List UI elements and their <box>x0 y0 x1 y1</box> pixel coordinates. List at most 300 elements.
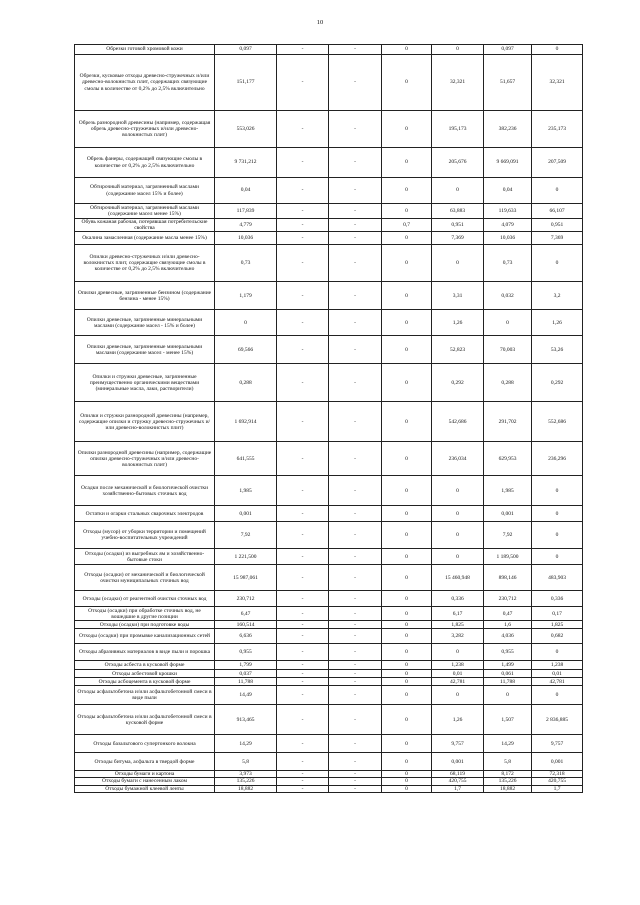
value-cell-1: 0,04 <box>215 178 277 204</box>
table-row <box>75 219 583 232</box>
value-cell-2: - <box>277 644 329 661</box>
waste-name-cell: Отходы абразивных материалов в виде пыли и порошка <box>75 644 215 661</box>
value-cell-6: 0,032 <box>484 282 532 310</box>
value-cell-6: 1,499 <box>484 661 532 670</box>
value-cell-1: 1 692,914 <box>215 402 277 442</box>
value-cell-6: 5,8 <box>484 753 532 771</box>
value-cell-1: 117,839 <box>215 204 277 219</box>
value-cell-3: - <box>329 178 382 204</box>
value-cell-5: 0 <box>432 522 484 549</box>
table-row <box>75 245 583 282</box>
value-cell-2: - <box>277 219 329 232</box>
value-cell-2: - <box>277 629 329 644</box>
table-row <box>75 148 583 178</box>
value-cell-4: 0 <box>382 678 432 686</box>
value-cell-1: 1 221,500 <box>215 549 277 565</box>
value-cell-7: 1,7 <box>532 785 583 792</box>
value-cell-3: - <box>329 670 382 678</box>
value-cell-4: 0 <box>382 442 432 476</box>
table-row <box>75 778 583 785</box>
value-cell-5: 236,034 <box>432 442 484 476</box>
value-cell-1: 641,555 <box>215 442 277 476</box>
value-cell-7: 0 <box>532 178 583 204</box>
value-cell-1: 4,779 <box>215 219 277 232</box>
value-cell-2: - <box>277 204 329 219</box>
table-row <box>75 442 583 476</box>
value-cell-7: 3,2 <box>532 282 583 310</box>
table-row <box>75 670 583 678</box>
table-row <box>75 621 583 629</box>
value-cell-6: 0,288 <box>484 364 532 402</box>
value-cell-5: 0 <box>432 549 484 565</box>
value-cell-1: 0,001 <box>215 506 277 522</box>
table-row <box>75 686 583 705</box>
value-cell-4: 0 <box>382 506 432 522</box>
value-cell-4: 0 <box>382 565 432 591</box>
value-cell-5: 0,951 <box>432 219 484 232</box>
value-cell-2: - <box>277 148 329 178</box>
value-cell-7: 483,903 <box>532 565 583 591</box>
value-cell-3: - <box>329 310 382 336</box>
table-row <box>75 705 583 735</box>
value-cell-5: 0 <box>432 476 484 506</box>
waste-table <box>74 44 583 793</box>
value-cell-3: - <box>329 785 382 792</box>
value-cell-2: - <box>277 336 329 364</box>
value-cell-3: - <box>329 629 382 644</box>
value-cell-4: 0 <box>382 476 432 506</box>
value-cell-7: 0 <box>532 644 583 661</box>
value-cell-6: 7,92 <box>484 522 532 549</box>
value-cell-4: 0 <box>382 522 432 549</box>
value-cell-1: 11,788 <box>215 678 277 686</box>
value-cell-3: - <box>329 678 382 686</box>
value-cell-4: 0 <box>382 785 432 792</box>
value-cell-5: 42,781 <box>432 678 484 686</box>
value-cell-1: 230,712 <box>215 591 277 607</box>
waste-name-cell: Отходы (осадки) при обработке сточных вод, не вошедшие в другие позиции <box>75 607 215 621</box>
value-cell-6: 11,788 <box>484 678 532 686</box>
value-cell-7: 0 <box>532 686 583 705</box>
value-cell-4: 0 <box>382 282 432 310</box>
waste-name-cell: Отходы базальтового супертонкого волокна <box>75 735 215 753</box>
value-cell-5: 1,7 <box>432 785 484 792</box>
value-cell-4: 0 <box>382 336 432 364</box>
value-cell-3: - <box>329 219 382 232</box>
value-cell-1: 69,566 <box>215 336 277 364</box>
value-cell-6: 4,079 <box>484 219 532 232</box>
value-cell-1: 0,955 <box>215 644 277 661</box>
value-cell-3: - <box>329 476 382 506</box>
value-cell-1: 1,179 <box>215 282 277 310</box>
value-cell-5: 195,173 <box>432 111 484 148</box>
value-cell-7: 2 836,885 <box>532 705 583 735</box>
value-cell-5: 0,336 <box>432 591 484 607</box>
value-cell-5: 0,001 <box>432 753 484 771</box>
value-cell-2: - <box>277 476 329 506</box>
table-row <box>75 476 583 506</box>
value-cell-3: - <box>329 148 382 178</box>
value-cell-1: 1,799 <box>215 661 277 670</box>
value-cell-6: 70,003 <box>484 336 532 364</box>
waste-name-cell: Отходы асфальтобетона и/или асфальтобетонной смеси в кусковой форме <box>75 705 215 735</box>
value-cell-6: 9 669,091 <box>484 148 532 178</box>
table-row <box>75 522 583 549</box>
value-cell-1: 15 987,061 <box>215 565 277 591</box>
waste-name-cell: Отходы бумаги с нанесенным лаком <box>75 778 215 785</box>
value-cell-5: 9,757 <box>432 735 484 753</box>
value-cell-5: 1,238 <box>432 661 484 670</box>
table-row <box>75 336 583 364</box>
value-cell-6: 14,29 <box>484 735 532 753</box>
value-cell-4: 0 <box>382 364 432 402</box>
value-cell-2: - <box>277 245 329 282</box>
table-row <box>75 282 583 310</box>
value-cell-6: 1 189,500 <box>484 549 532 565</box>
waste-name-cell: Отходы бумажной клеевой ленты <box>75 785 215 792</box>
value-cell-5: 420,755 <box>432 778 484 785</box>
value-cell-5: 3,282 <box>432 629 484 644</box>
value-cell-7: 0,001 <box>532 753 583 771</box>
value-cell-1: 913,465 <box>215 705 277 735</box>
value-cell-4: 0 <box>382 644 432 661</box>
value-cell-4: 0 <box>382 686 432 705</box>
value-cell-2: - <box>277 364 329 402</box>
table-row <box>75 549 583 565</box>
waste-name-cell: Опилки древесные, загрязненные бензином (содержание бензина - менее 15%) <box>75 282 215 310</box>
value-cell-1: 151,177 <box>215 55 277 111</box>
value-cell-5: 0 <box>432 686 484 705</box>
value-cell-7: 72,318 <box>532 771 583 778</box>
value-cell-6: 0,73 <box>484 245 532 282</box>
value-cell-2: - <box>277 178 329 204</box>
value-cell-3: - <box>329 565 382 591</box>
value-cell-2: - <box>277 670 329 678</box>
value-cell-6: 1,507 <box>484 705 532 735</box>
value-cell-3: - <box>329 442 382 476</box>
waste-name-cell: Отходы битума, асфальта в твердой форме <box>75 753 215 771</box>
waste-name-cell: Опилки древесно-стружечных и/или древесно-волокнистых плит, содержащие связующие смолы в количестве от 0,2% до 2,5% включительно <box>75 245 215 282</box>
value-cell-2: - <box>277 402 329 442</box>
value-cell-3: - <box>329 336 382 364</box>
value-cell-5: 0 <box>432 644 484 661</box>
value-cell-2: - <box>277 549 329 565</box>
value-cell-1: 553,026 <box>215 111 277 148</box>
value-cell-2: - <box>277 45 329 55</box>
value-cell-2: - <box>277 607 329 621</box>
value-cell-7: 1,825 <box>532 621 583 629</box>
waste-name-cell: Отходы (осадки) при промывке канализационных сетей <box>75 629 215 644</box>
value-cell-5: 63,883 <box>432 204 484 219</box>
value-cell-7: 0 <box>532 45 583 55</box>
value-cell-6: 230,712 <box>484 591 532 607</box>
waste-name-cell: Отходы асбоцемента в кусковой форме <box>75 678 215 686</box>
waste-name-cell: Обувь кожаная рабочая, потерявшая потребительские свойства <box>75 219 215 232</box>
value-cell-4: 0 <box>382 55 432 111</box>
value-cell-1: 10,036 <box>215 232 277 245</box>
value-cell-3: - <box>329 402 382 442</box>
value-cell-1: 0,73 <box>215 245 277 282</box>
table-row <box>75 310 583 336</box>
value-cell-5: 0 <box>432 506 484 522</box>
value-cell-3: - <box>329 735 382 753</box>
value-cell-5: 52,823 <box>432 336 484 364</box>
value-cell-4: 0 <box>382 111 432 148</box>
value-cell-7: 9,757 <box>532 735 583 753</box>
waste-name-cell: Обрезки, кусковые отходы древесно-стружечных и/или древесно-волокнистых плит, содержащих связующие смолы в количестве от 0,2% до 2,5% включительно <box>75 55 215 111</box>
value-cell-4: 0 <box>382 607 432 621</box>
value-cell-7: 0,336 <box>532 591 583 607</box>
value-cell-7: 66,107 <box>532 204 583 219</box>
value-cell-7: 0 <box>532 245 583 282</box>
value-cell-7: 0,01 <box>532 670 583 678</box>
table-row <box>75 506 583 522</box>
value-cell-1: 7,92 <box>215 522 277 549</box>
value-cell-2: - <box>277 442 329 476</box>
value-cell-2: - <box>277 55 329 111</box>
value-cell-2: - <box>277 111 329 148</box>
value-cell-4: 0 <box>382 629 432 644</box>
value-cell-7: 42,781 <box>532 678 583 686</box>
value-cell-5: 0 <box>432 45 484 55</box>
waste-name-cell: Отходы бумаги и картона <box>75 771 215 778</box>
value-cell-3: - <box>329 245 382 282</box>
value-cell-7: 53,26 <box>532 336 583 364</box>
table-row <box>75 402 583 442</box>
value-cell-6: 135,226 <box>484 778 532 785</box>
value-cell-1: 6,636 <box>215 629 277 644</box>
waste-name-cell: Обрезки готовой хромовой кожи <box>75 45 215 55</box>
value-cell-4: 0 <box>382 670 432 678</box>
waste-name-cell: Осадки после механической и биологической очистки хозяйственно-бытовых сточных вод <box>75 476 215 506</box>
value-cell-3: - <box>329 621 382 629</box>
value-cell-5: 0 <box>432 178 484 204</box>
value-cell-6: 0,097 <box>484 45 532 55</box>
value-cell-5: 0,01 <box>432 670 484 678</box>
waste-name-cell: Отходы асбеста в кусковой форме <box>75 661 215 670</box>
waste-name-cell: Обтирочный материал, загрязненный маслами (содержание масел 15% и более) <box>75 178 215 204</box>
value-cell-6: 629,953 <box>484 442 532 476</box>
value-cell-3: - <box>329 55 382 111</box>
value-cell-2: - <box>277 506 329 522</box>
value-cell-6: 0,04 <box>484 178 532 204</box>
value-cell-7: 0 <box>532 549 583 565</box>
value-cell-7: 1,238 <box>532 661 583 670</box>
table-row <box>75 178 583 204</box>
value-cell-3: - <box>329 753 382 771</box>
value-cell-1: 18,882 <box>215 785 277 792</box>
waste-name-cell: Окалина замасленная (содержание масла менее 15%) <box>75 232 215 245</box>
value-cell-1: 160,514 <box>215 621 277 629</box>
value-cell-7: 0 <box>532 506 583 522</box>
page-number: 10 <box>316 19 324 26</box>
value-cell-5: 15 460,948 <box>432 565 484 591</box>
value-cell-6: 1,985 <box>484 476 532 506</box>
value-cell-2: - <box>277 785 329 792</box>
value-cell-5: 6,17 <box>432 607 484 621</box>
value-cell-3: - <box>329 506 382 522</box>
table-row <box>75 204 583 219</box>
value-cell-6: 0 <box>484 686 532 705</box>
waste-name-cell: Отходы асфальтобетона и/или асфальтобетонной смеси в виде пыли <box>75 686 215 705</box>
value-cell-4: 0 <box>382 661 432 670</box>
table-row <box>75 735 583 753</box>
value-cell-7: 207,509 <box>532 148 583 178</box>
value-cell-6: 10,036 <box>484 232 532 245</box>
value-cell-7: 0,292 <box>532 364 583 402</box>
value-cell-1: 0,288 <box>215 364 277 402</box>
value-cell-3: - <box>329 204 382 219</box>
value-cell-4: 0,7 <box>382 219 432 232</box>
table-row <box>75 753 583 771</box>
value-cell-1: 3,973 <box>215 771 277 778</box>
table-row <box>75 565 583 591</box>
value-cell-5: 0 <box>432 245 484 282</box>
value-cell-2: - <box>277 686 329 705</box>
value-cell-3: - <box>329 705 382 735</box>
value-cell-3: - <box>329 607 382 621</box>
waste-name-cell: Отходы (осадки) из выгребных ям и хозяйственно-бытовые стоки <box>75 549 215 565</box>
value-cell-2: - <box>277 565 329 591</box>
value-cell-4: 0 <box>382 549 432 565</box>
table-row <box>75 607 583 621</box>
value-cell-5: 0,292 <box>432 364 484 402</box>
value-cell-3: - <box>329 778 382 785</box>
value-cell-6: 4,036 <box>484 629 532 644</box>
value-cell-6: 0,955 <box>484 644 532 661</box>
value-cell-1: 5,8 <box>215 753 277 771</box>
value-cell-6: 0,001 <box>484 506 532 522</box>
value-cell-4: 0 <box>382 735 432 753</box>
value-cell-2: - <box>277 522 329 549</box>
value-cell-7: 236,296 <box>532 442 583 476</box>
value-cell-6: 18,882 <box>484 785 532 792</box>
value-cell-3: - <box>329 45 382 55</box>
waste-name-cell: Опилки и стружки древесные, загрязненные преимущественно органическими веществами (минеральные масла, лаки, растворители) <box>75 364 215 402</box>
table-row <box>75 111 583 148</box>
value-cell-4: 0 <box>382 148 432 178</box>
value-cell-2: - <box>277 771 329 778</box>
value-cell-4: 0 <box>382 621 432 629</box>
waste-name-cell: Отходы асбестовой крошки <box>75 670 215 678</box>
table-row <box>75 644 583 661</box>
value-cell-6: 51,657 <box>484 55 532 111</box>
value-cell-4: 0 <box>382 45 432 55</box>
table-row <box>75 591 583 607</box>
value-cell-6: 291,702 <box>484 402 532 442</box>
value-cell-2: - <box>277 310 329 336</box>
value-cell-4: 0 <box>382 753 432 771</box>
waste-name-cell: Опилки древесные, загрязненные минеральными маслами (содержание масел - менее 15%) <box>75 336 215 364</box>
value-cell-2: - <box>277 705 329 735</box>
waste-name-cell: Отходы (осадки) от реагентной очистки сточных вод <box>75 591 215 607</box>
value-cell-4: 0 <box>382 771 432 778</box>
value-cell-6: 0,061 <box>484 670 532 678</box>
value-cell-1: 135,226 <box>215 778 277 785</box>
waste-name-cell: Обтирочный материал, загрязненный маслами (содержание масел менее 15%) <box>75 204 215 219</box>
value-cell-7: 7,369 <box>532 232 583 245</box>
waste-table-container <box>74 44 582 793</box>
value-cell-1: 0,097 <box>215 45 277 55</box>
waste-name-cell: Опилки древесные, загрязненные минеральными маслами (содержание масел - 15% и более) <box>75 310 215 336</box>
value-cell-4: 0 <box>382 402 432 442</box>
value-cell-5: 3,31 <box>432 282 484 310</box>
value-cell-6: 1,6 <box>484 621 532 629</box>
table-row <box>75 55 583 111</box>
value-cell-2: - <box>277 778 329 785</box>
value-cell-2: - <box>277 753 329 771</box>
value-cell-5: 542,686 <box>432 402 484 442</box>
value-cell-5: 1,26 <box>432 705 484 735</box>
table-row <box>75 364 583 402</box>
table-row <box>75 785 583 792</box>
waste-name-cell: Отходы (мусор) от уборки территории и помещений учебно-воспитательных учреждений <box>75 522 215 549</box>
value-cell-3: - <box>329 644 382 661</box>
waste-name-cell: Отходы (осадки) при подготовке воды <box>75 621 215 629</box>
waste-name-cell: Остатки и огарки стальных сварочных электродов <box>75 506 215 522</box>
value-cell-3: - <box>329 549 382 565</box>
value-cell-1: 1,985 <box>215 476 277 506</box>
value-cell-2: - <box>277 282 329 310</box>
value-cell-1: 0,037 <box>215 670 277 678</box>
value-cell-4: 0 <box>382 204 432 219</box>
value-cell-1: 14,49 <box>215 686 277 705</box>
value-cell-6: 382,236 <box>484 111 532 148</box>
value-cell-7: 235,173 <box>532 111 583 148</box>
value-cell-7: 0,17 <box>532 607 583 621</box>
value-cell-7: 0,682 <box>532 629 583 644</box>
table-row <box>75 45 583 55</box>
value-cell-5: 7,369 <box>432 232 484 245</box>
value-cell-7: 0 <box>532 522 583 549</box>
value-cell-2: - <box>277 232 329 245</box>
waste-name-cell: Обрезь разнородной древесины (например, содержащая обрезь древесно-стружечных и/или древесно-волокнистых плит) <box>75 111 215 148</box>
value-cell-6: 898,146 <box>484 565 532 591</box>
value-cell-3: - <box>329 522 382 549</box>
value-cell-3: - <box>329 771 382 778</box>
table-row <box>75 678 583 686</box>
table-row <box>75 629 583 644</box>
value-cell-5: 205,676 <box>432 148 484 178</box>
value-cell-7: 420,755 <box>532 778 583 785</box>
value-cell-2: - <box>277 591 329 607</box>
value-cell-4: 0 <box>382 778 432 785</box>
value-cell-1: 6,47 <box>215 607 277 621</box>
value-cell-2: - <box>277 678 329 686</box>
value-cell-4: 0 <box>382 591 432 607</box>
value-cell-3: - <box>329 282 382 310</box>
value-cell-7: 552,686 <box>532 402 583 442</box>
value-cell-1: 0 <box>215 310 277 336</box>
value-cell-2: - <box>277 661 329 670</box>
value-cell-4: 0 <box>382 245 432 282</box>
waste-name-cell: Опилки разнородной древесины (например, содержащие опилки древесно-стружечных и/или древесно-волокнистых плит) <box>75 442 215 476</box>
value-cell-3: - <box>329 111 382 148</box>
value-cell-6: 119,633 <box>484 204 532 219</box>
value-cell-7: 0,951 <box>532 219 583 232</box>
table-row <box>75 771 583 778</box>
waste-name-cell: Опилки и стружки разнородной древесины (например, содержащие опилки и стружку древесно-стружечных и/или древесно-волокнистых плит) <box>75 402 215 442</box>
value-cell-4: 0 <box>382 705 432 735</box>
value-cell-1: 14,29 <box>215 735 277 753</box>
value-cell-3: - <box>329 686 382 705</box>
value-cell-2: - <box>277 621 329 629</box>
value-cell-3: - <box>329 232 382 245</box>
value-cell-5: 1,26 <box>432 310 484 336</box>
value-cell-3: - <box>329 364 382 402</box>
value-cell-3: - <box>329 661 382 670</box>
value-cell-3: - <box>329 591 382 607</box>
